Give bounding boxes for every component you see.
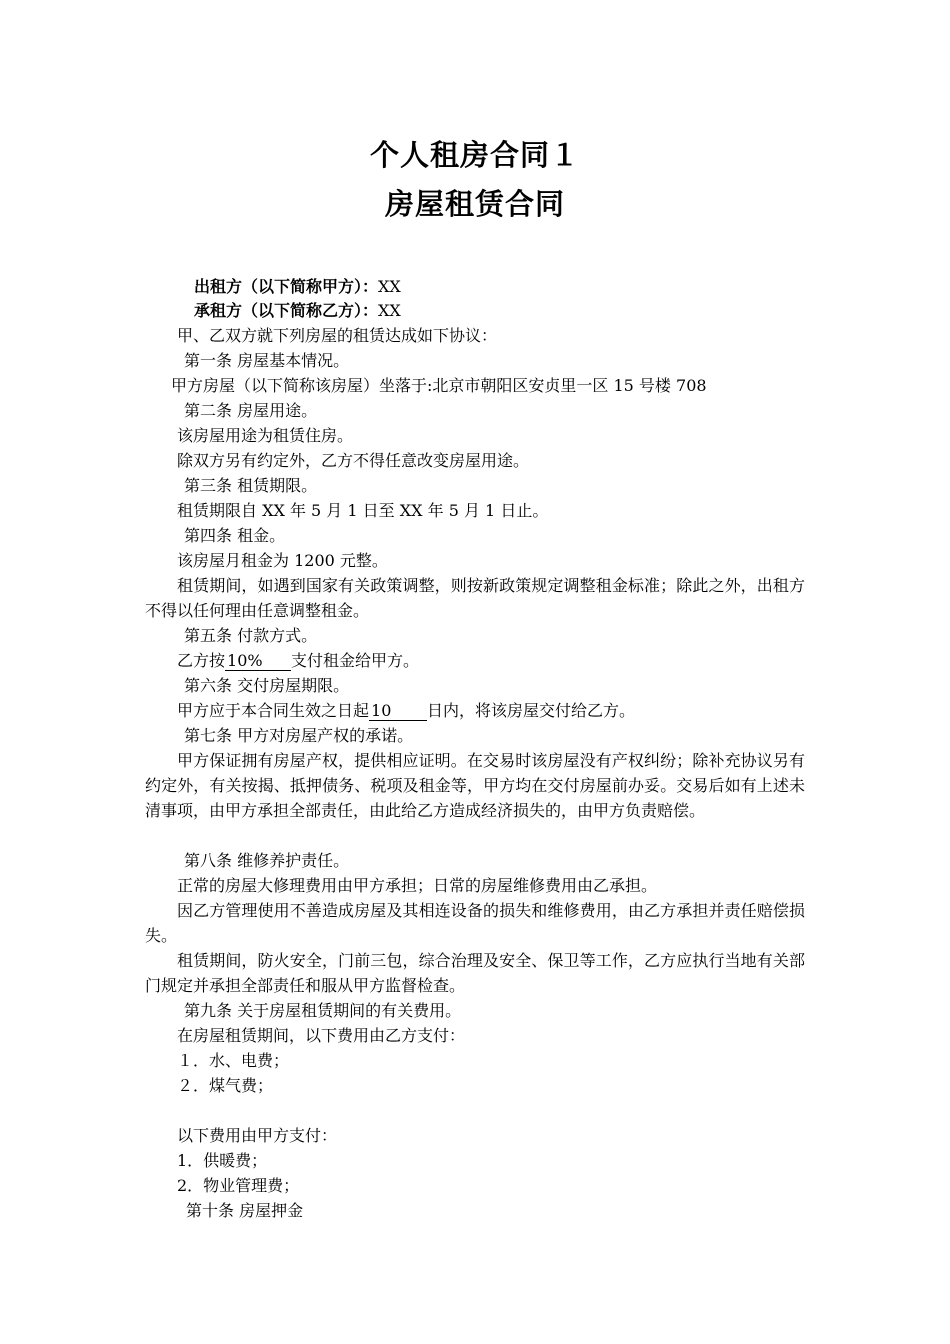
article-8-heading: 第八条 维修养护责任。 (184, 851, 350, 870)
article-8-text-3: 租赁期间，防火安全，门前三包，综合治理及安全、保卫等工作，乙方应执行当地有关部门规定并承担全部责任和服从甲方监督检查。 (145, 951, 805, 995)
article-1-text: 甲方房屋（以下简称该房屋）坐落于:北京市朝阳区安贞里一区 15 号楼 708 (171, 376, 707, 395)
intro-text: 甲、乙双方就下列房屋的租赁达成如下协议： (177, 326, 498, 345)
article-9-text: 在房屋租赁期间，以下费用由乙方支付： (177, 1026, 466, 1045)
lessor-line (194, 277, 401, 297)
article-5-text-post: 支付租金给甲方。 (291, 651, 420, 670)
article-9-heading: 第九条 关于房屋租赁期间的有关费用。 (184, 1001, 462, 1020)
article-6-text-post: 日内，将该房屋交付给乙方。 (427, 701, 636, 720)
article-4-text-2: 租赁期间，如遇到国家有关政策调整，则按新政策规定调整租金标准；除此之外，出租方不得以任何理由任意调整租金。 (145, 576, 805, 620)
article-6-heading: 第六条 交付房屋期限。 (184, 676, 350, 695)
article-2-text-1: 该房屋用途为租赁住房。 (177, 426, 354, 445)
lessee-value: XX (378, 301, 401, 320)
document-title: 个人租房合同１ (369, 138, 580, 172)
lessee-line (194, 301, 401, 321)
article-9-item-4: 2．物业管理费； (177, 1176, 300, 1195)
lessee-label: 承租方（以下简称乙方）： (194, 301, 379, 320)
article-4-heading: 第四条 租金。 (184, 526, 286, 545)
article-8-text-1: 正常的房屋大修理费用由甲方承担；日常的房屋维修费用由乙承担。 (177, 876, 658, 895)
article-5-text-pre: 乙方按 (177, 651, 226, 670)
article-6-text (177, 701, 635, 721)
article-5-text (177, 651, 419, 671)
document-subtitle: 房屋租赁合同 (384, 187, 565, 221)
article-1-heading: 第一条 房屋基本情况。 (184, 351, 350, 370)
article-2-text-2: 除双方另有约定外，乙方不得任意改变房屋用途。 (177, 451, 530, 470)
article-9-item-1: １．水、电费； (177, 1051, 290, 1070)
lessor-label: 出租方（以下简称甲方）： (194, 277, 379, 296)
article-3-heading: 第三条 租赁期限。 (184, 476, 318, 495)
article-6-text-pre: 甲方应于本合同生效之日起 (177, 701, 370, 720)
article-3-text: 租赁期限自 XX 年 5 月 1 日至 XX 年 5 月 1 日止。 (177, 501, 549, 520)
payment-ratio-field: 10% (225, 652, 291, 671)
lessor-value: XX (378, 277, 401, 296)
article-8-text-2: 因乙方管理使用不善造成房屋及其相连设备的损失和维修费用，由乙方承担并责任赔偿损失。 (145, 901, 805, 945)
article-10-heading: 第十条 房屋押金 (186, 1201, 304, 1220)
article-2-heading: 第二条 房屋用途。 (184, 401, 318, 420)
article-5-heading: 第五条 付款方式。 (184, 626, 318, 645)
article-9-item-3: 1．供暖费； (177, 1151, 268, 1170)
article-9-item-2: ２．煤气费； (177, 1076, 274, 1095)
article-4-text-1: 该房屋月租金为 1200 元整。 (177, 551, 388, 570)
article-7-text: 甲方保证拥有房屋产权，提供相应证明。在交易时该房屋没有产权纠纷；除补充协议另有约定外，有关按揭、抵押债务、税项及租金等，甲方均在交付房屋前办妥。交易后如有上述未清事项，由甲方承担全部责任，由此给乙方造成经济损失的，由甲方负责赔偿。 (145, 751, 805, 820)
article-9-text-2: 以下费用由甲方支付： (177, 1126, 338, 1145)
article-7-heading: 第七条 甲方对房屋产权的承诺。 (184, 726, 414, 745)
delivery-days-field: 10 (369, 702, 427, 721)
